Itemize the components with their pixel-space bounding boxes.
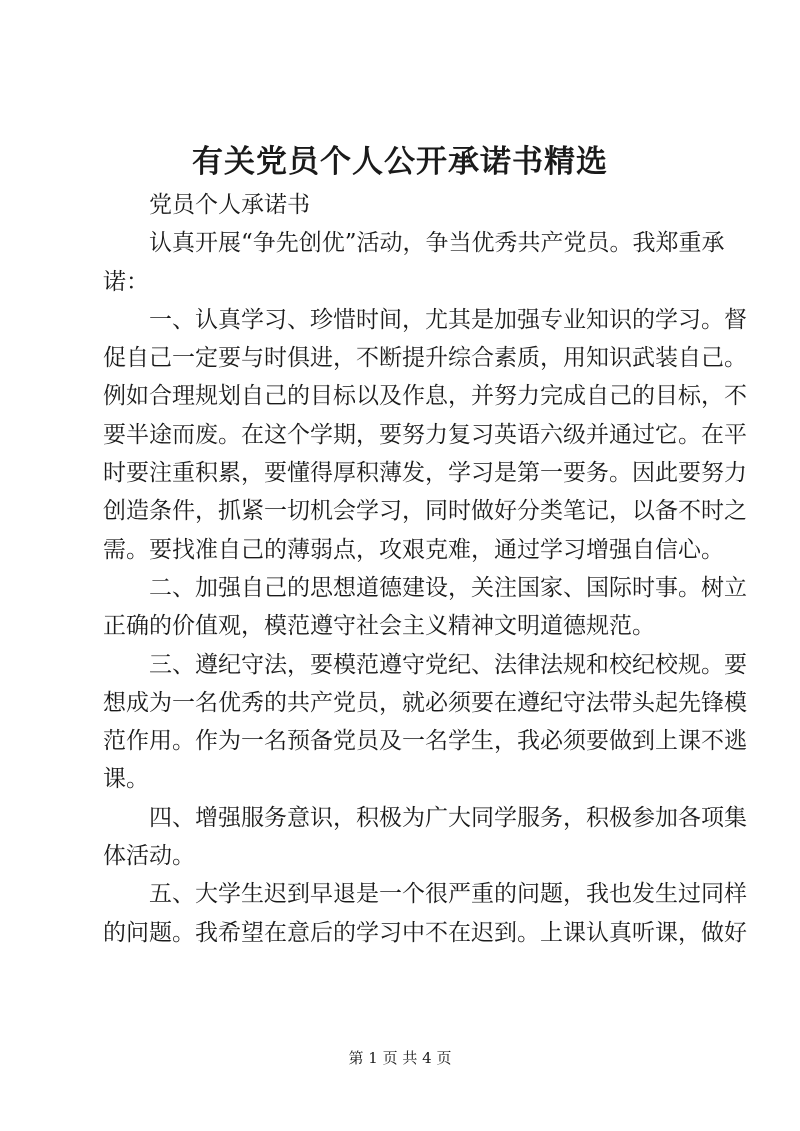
paragraph-line: 想成为一名优秀的共产党员，就必须要在遵纪守法带头起先锋模 [103, 689, 747, 716]
paragraph-line: 正确的价值观，模范遵守社会主义精神文明道德规范。 [103, 613, 655, 640]
paragraph-line: 时要注重积累，要懂得厚积薄发，学习是第一要务。因此要努力 [103, 460, 747, 487]
paragraph-line: 诺： [103, 268, 149, 295]
paragraph-line: 创造条件，抓紧一切机会学习，同时做好分类笔记，以备不时之 [103, 498, 747, 525]
paragraph-line: 三、遵纪守法，要模范遵守党纪、法律法规和校纪校规。要 [149, 651, 747, 678]
paragraph-item-5 [103, 875, 747, 952]
paragraph-line: 四、增强服务意识，积极为广大同学服务，积极参加各项集 [149, 804, 747, 831]
page-footer [0, 1048, 800, 1068]
page-number-label: 第 1 页 共 4 页 [348, 1049, 452, 1067]
paragraph-line: 一、认真学习、珍惜时间，尤其是加强专业知识的学习。督 [149, 306, 747, 333]
paragraph-item-2 [103, 569, 747, 646]
paragraph-item-1 [103, 301, 747, 569]
paragraph-line: 范作用。作为一名预备党员及一名学生，我必须要做到上课不逃 [103, 728, 747, 755]
document-title: 有关党员个人公开承诺书精选 [192, 144, 608, 180]
paragraph-line: 二、加强自己的思想道德建设，关注国家、国际时事。树立 [149, 574, 747, 601]
paragraph-line: 促自己一定要与时俱进，不断提升综合素质，用知识武装自己。 [103, 345, 747, 372]
paragraph-line: 要半途而废。在这个学期，要努力复习英语六级并通过它。在平 [103, 421, 747, 448]
paragraph-line: 的问题。我希望在意后的学习中不在迟到。上课认真听课，做好 [103, 919, 747, 946]
paragraph-intro [103, 224, 725, 301]
paragraph-item-3 [103, 646, 747, 799]
paragraph-line: 五、大学生迟到早退是一个很严重的问题，我也发生过同样 [149, 881, 747, 908]
paragraph-line: 需。要找准自己的薄弱点，攻艰克难，通过学习增强自信心。 [103, 536, 724, 563]
paragraph-line: 体活动。 [103, 843, 195, 870]
paragraph-line: 课。 [103, 766, 149, 793]
paragraph-line: 例如合理规划自己的目标以及作息，并努力完成自己的目标，不 [103, 383, 747, 410]
paragraph-item-4 [103, 799, 747, 876]
paragraph-line: 认真开展“争先创优”活动，争当优秀共产党员。我郑重承 [149, 230, 725, 257]
document-subtitle: 党员个人承诺书 [149, 192, 310, 218]
document-body [103, 186, 747, 952]
